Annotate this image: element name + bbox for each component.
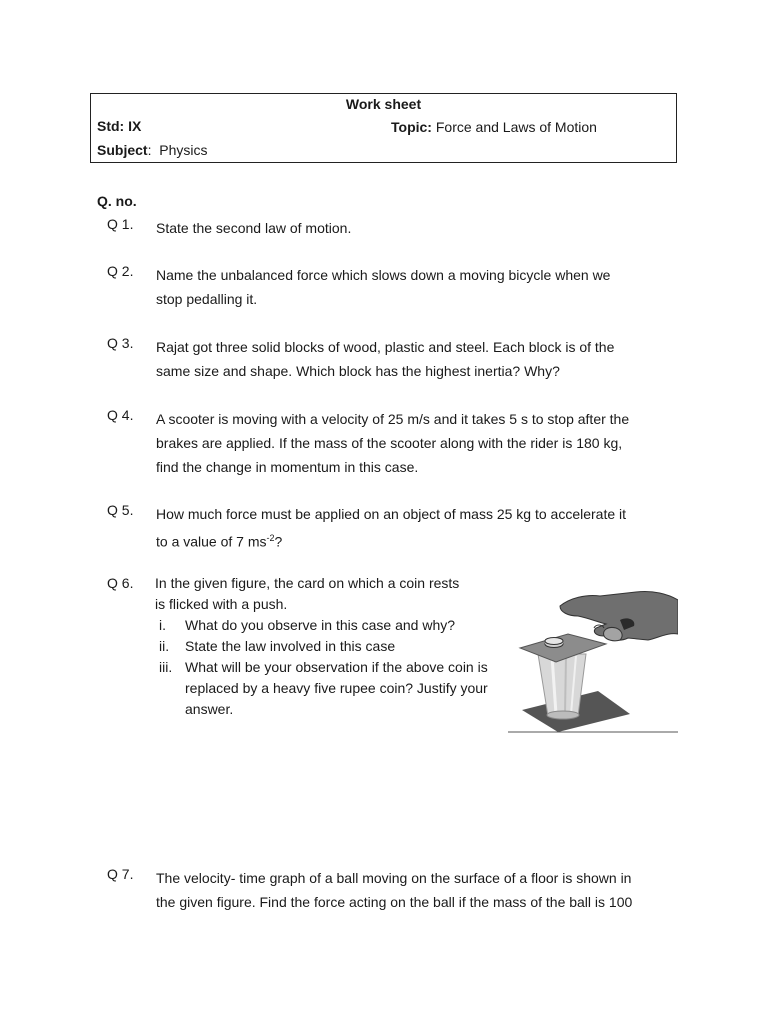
question-7-number: Q 7. [107, 866, 134, 882]
q6-sub-iii-marker: iii. [159, 659, 173, 675]
q5-line-1: How much force must be applied on an object of mass 25 kg to accelerate it [156, 506, 627, 522]
q6-sub-ii-text: State the law involved in this case [185, 638, 396, 654]
q4-line-2: brakes are applied. If the mass of the scooter along with the rider is 180 kg, [156, 435, 623, 451]
q4-line-1: A scooter is moving with a velocity of 25 m/s and it takes 5 s to stop after the [156, 411, 630, 427]
question-4-number: Q 4. [107, 407, 134, 423]
subject-value: Physics [159, 142, 208, 158]
worksheet-header [90, 93, 677, 163]
question-1-number: Q 1. [107, 216, 134, 232]
q2-line-1: Name the unbalanced force which slows down a moving bicycle when we [156, 267, 611, 283]
q3-line-2: same size and shape. Which block has the highest inertia? Why? [156, 363, 560, 379]
q6-sub-i [155, 615, 495, 636]
question-1-text [156, 216, 351, 240]
q7-line-1: The velocity- time graph of a ball moving on the surface of a floor is shown in [156, 870, 632, 886]
card-shape [520, 634, 606, 662]
q4-line-3: find the change in momentum in this case. [156, 459, 419, 475]
q6-sub-iii-text: What will be your observation if the above coin is replaced by a heavy five rupee coin? Justify your answer. [185, 659, 488, 717]
std-value: IX [128, 118, 142, 134]
question-3-number: Q 3. [107, 335, 134, 351]
q6-sub-iii [155, 657, 495, 720]
question-2-text [156, 263, 610, 311]
question-5-number: Q 5. [107, 502, 134, 518]
q6-sub-ii-marker: ii. [159, 638, 170, 654]
q5-exponent: -2 [266, 533, 275, 543]
std-label: Std: [97, 118, 125, 134]
q6-line-2: is flicked with a push. [155, 596, 288, 612]
topic-label: Topic: [391, 119, 432, 135]
topic-field [391, 119, 597, 135]
q5-line-2-post: ? [274, 533, 283, 550]
q6-line-1: In the given figure, the card on which a coin rests [155, 575, 460, 591]
worksheet-title: Work sheet [345, 96, 422, 112]
q6-sub-ii [155, 636, 495, 657]
question-7-text [156, 866, 632, 914]
question-4-text [156, 407, 629, 479]
q3-line-1: Rajat got three solid blocks of wood, plastic and steel. Each block is of the [156, 339, 615, 355]
question-3-text [156, 335, 614, 383]
topic-value: Force and Laws of Motion [435, 119, 597, 135]
subject-field: Subject: Physics [97, 142, 208, 158]
question-2-number: Q 2. [107, 263, 134, 279]
q6-sub-i-text: What do you observe in this case and why? [185, 617, 456, 633]
q1-line-1: State the second law of motion. [156, 220, 352, 236]
q6-sub-i-marker: i. [159, 617, 166, 633]
question-number-heading: Q. no. [97, 193, 137, 209]
subject-label: Subject [97, 142, 148, 158]
q7-line-2: the given figure. Find the force acting on the ball if the mass of the ball is 100 [156, 894, 633, 910]
q5-line-2-pre: to a value of 7 ms [156, 533, 267, 550]
question-6-text [155, 573, 495, 720]
q2-line-2: stop pedalling it. [156, 291, 258, 307]
question-6-number: Q 6. [107, 575, 134, 591]
coin-card-flick-figure [508, 586, 678, 733]
std-field [97, 118, 141, 134]
question-5-text [156, 502, 626, 554]
q6-subquestions [155, 615, 495, 720]
q5-line-2 [156, 526, 626, 554]
